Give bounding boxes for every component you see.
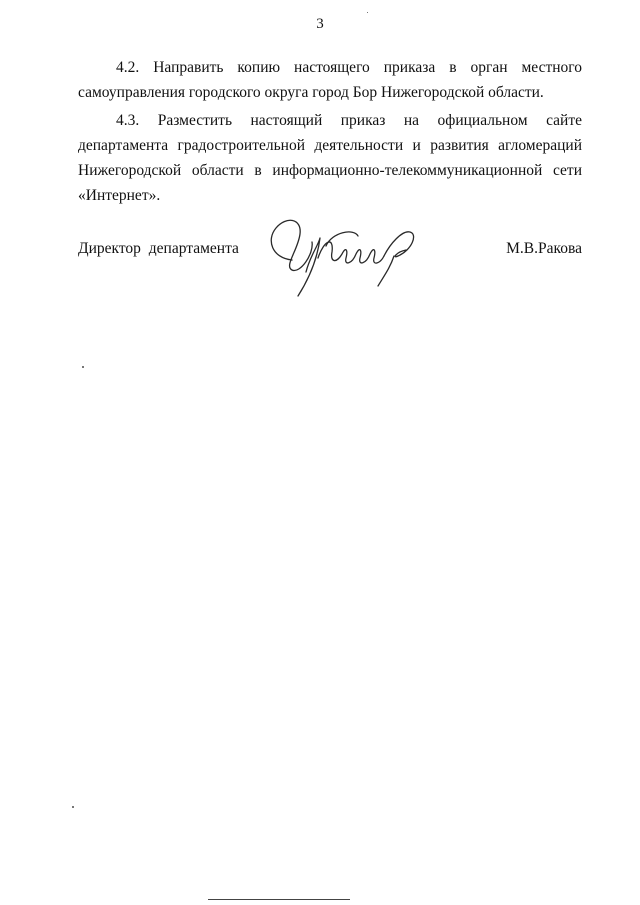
paragraph-4-3	[78, 108, 582, 208]
scan-speck	[82, 366, 84, 368]
page-number: 3	[316, 16, 324, 32]
paragraph-4-2	[78, 55, 582, 105]
director-name: М.В.Ракова	[506, 240, 582, 257]
director-title: Директор департамента	[78, 240, 239, 257]
paragraph-4-3-text: 4.3. Разместить настоящий приказ на официальном сайте департамента градостроительной деятельности и развития агломераций Нижегородской области в информационно-телекоммуникационной сети «Интернет».	[78, 112, 582, 204]
scan-speck	[72, 806, 74, 808]
scan-speck	[367, 12, 368, 13]
footer-line	[208, 899, 350, 900]
handwritten-signature-icon	[262, 210, 432, 305]
paragraph-4-2-text: 4.2. Направить копию настоящего приказа в орган местного самоуправления городского округа город Бор Нижегородской области.	[78, 59, 582, 101]
